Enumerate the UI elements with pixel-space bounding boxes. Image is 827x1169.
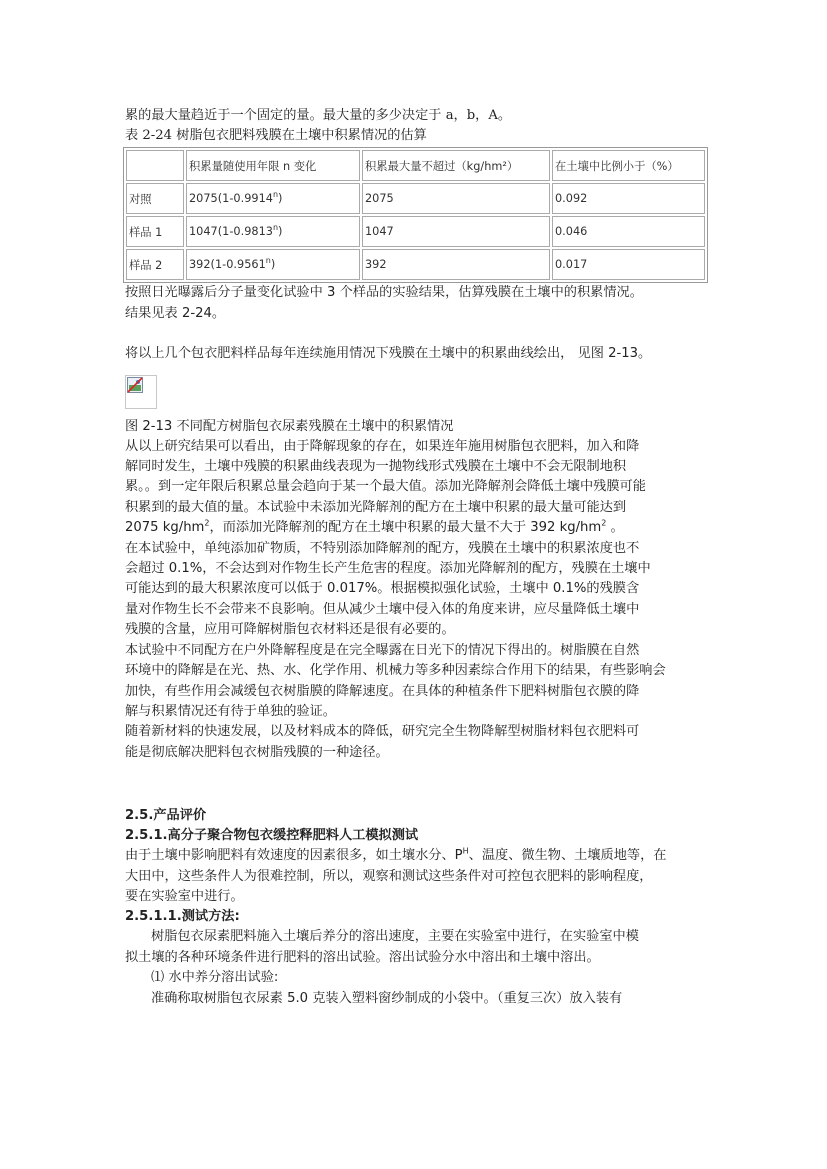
data-table [123,147,708,283]
table-cell-max: 2075 [362,183,550,214]
unit-end: 。 [606,520,624,536]
list-item-1: ⑴ 水中养分溶出试验: [151,970,279,986]
table-cell-max: 1047 [362,216,550,247]
unit-exponent: 2 [204,518,210,528]
method-line: 树脂包衣尿素肥料施入土壤后养分的溶出速度，主要在实验室中进行，在实验室中模 [151,929,639,945]
future-line: 随着新材料的快速发展，以及材料成本的降低，研究完全生物降解型树脂材料包衣肥料可 [125,724,640,740]
formula-end: ) [278,192,283,206]
results-line: 从以上研究结果可以看出，由于降解现象的存在，如果连年施用树脂包衣肥料，加入和降 [125,438,640,454]
table-cell-formula [186,249,360,280]
table-cell-label: 样品 1 [126,216,184,247]
table-note-line: 结果见表 2-24。 [125,305,226,321]
table-header-cell: 积累最大量不超过（kg/hm²） [362,150,550,181]
table-header-row [126,150,705,181]
factors-line [125,846,710,866]
outdoor-line: 加快，有些作用会减缓包衣树脂膜的降解速度。在具体的种植条件下肥料树脂包衣膜的降 [125,683,640,699]
results-line: 积累到的最大值的量。本试验中未添加光降解剂的配方在土壤中积累的最大量可能达到 [125,499,627,515]
factors-text-b: 、温度、微生物、土壤质地等，在 [468,848,667,864]
formula-base: 1047(1-0.9813 [189,225,273,239]
future-line: 能是彻底解决肥料包衣树脂残膜的一种途径。 [125,744,389,760]
unit-middle: ，而添加光降解剂的配方在土壤中积累的最大量不大于 392 kg/hm [209,520,602,536]
formula-end: ) [278,225,283,239]
figure-image-placeholder [125,375,157,409]
table-cell-label: 样品 2 [126,249,184,280]
section-heading-2-5-1-1: 2.5.1.1.测试方法: [125,909,240,925]
table-header-cell [126,150,184,181]
table-header-cell: 在土壤中比例小于（%） [552,150,705,181]
table-header-cell: 积累量随使用年限 n 变化 [186,150,360,181]
section-heading-2-5: 2.5.产品评价 [125,808,207,824]
factors-line: 大田中，这些条件人为很难控制，所以，观察和测试这些条件对可控包衣肥料的影响程度， [125,868,653,884]
results-line: 解同时发生，土壤中残膜的积累曲线表现为一抛物线形式残膜在土壤中不会无限制地积 [125,459,627,475]
table-row [126,183,705,214]
table-note-line: 按照日光曝露后分子量变化试验中 3 个样品的实验结果，估算残膜在土壤中的积累情况。 [125,285,643,301]
figure-caption: 图 2-13 不同配方树脂包衣尿素残膜在土壤中的积累情况 [125,418,454,434]
intro-line: 累的最大量趋近于一个固定的量。最大量的多少决定于 a，b，A。 [125,108,512,123]
mineral-line: 量对作物生长不会带来不良影响。但从减少土壤中侵入体的角度来讲，应尽量降低土壤中 [125,601,640,617]
outdoor-line: 解与积累情况还有待于单独的验证。 [125,703,336,719]
table-caption: 表 2-24 树脂包衣肥料残膜在土壤中积累情况的估算 [125,128,427,144]
mineral-line: 在本试验中，单纯添加矿物质，不特别添加降解剂的配方，残膜在土壤中的积累浓度也不 [125,540,640,556]
table-cell-formula [186,183,360,214]
outdoor-line: 本试验中不同配方在户外降解程度是在完全曝露在日光下的情况下得出的。树脂膜在自然 [125,642,640,658]
results-line: 累。。到一定年限后积累总量会趋向于某一个最大值。添加光降解剂会降低土壤中残膜可能 [125,479,646,495]
factors-line: 要在实验室中进行。 [125,888,244,904]
section-heading-2-5-1: 2.5.1.高分子聚合物包衣缓控释肥料人工模拟测试 [125,828,419,844]
broken-image-icon [127,377,143,393]
factors-text-a: 由于土壤中影响肥料有效速度的因素很多，如土壤水分、P [125,848,463,864]
formula-exponent: n [265,256,271,266]
table-cell-formula [186,216,360,247]
results-line-units [125,518,710,538]
table-cell-max: 392 [362,249,550,280]
table-cell-ratio: 0.017 [552,249,705,280]
table-row [126,216,705,247]
formula-base: 392(1-0.9561 [189,258,266,272]
table-cell-ratio: 0.046 [552,216,705,247]
mineral-line: 残膜的含量，应用可降解树脂包衣材料还是很有必要的。 [125,622,455,638]
weigh-line: 准确称取树脂包衣尿素 5.0 克装入塑料窗纱制成的小袋中。（重复三次）放入装有 [151,990,623,1006]
mineral-line: 会超过 0.1%，不会达到对作物生长产生危害的程度。添加光降解剂的配方，残膜在土壤中 [125,561,651,577]
unit-exponent: 2 [601,518,607,528]
formula-base: 2075(1-0.9914 [189,192,273,206]
formula-end: ) [270,258,276,272]
curve-paragraph: 将以上几个包衣肥料样品每年连续施用情况下残膜在土壤中的积累曲线绘出， 见图 2-13。 [125,346,652,362]
ph-superscript: H [462,846,469,856]
unit-value: 2075 kg/hm [125,520,205,536]
outdoor-line: 环境中的降解是在光、热、水、化学作用、机械力等多种因素综合作用下的结果，有些影响会 [125,663,666,679]
formula-exponent: n [272,190,279,200]
table-cell-label: 对照 [126,183,184,214]
table-row [126,249,705,280]
method-line: 拟土壤的各种环境条件进行肥料的溶出试验。溶出试验分水中溶出和土壤中溶出。 [125,949,600,965]
mineral-line: 可能达到的最大积累浓度可以低于 0.017%。根据模拟强化试验，土壤中 0.1%的残膜含 [125,581,640,597]
table-cell-ratio: 0.092 [552,183,705,214]
document-page [125,106,710,1009]
formula-exponent: n [272,223,279,233]
